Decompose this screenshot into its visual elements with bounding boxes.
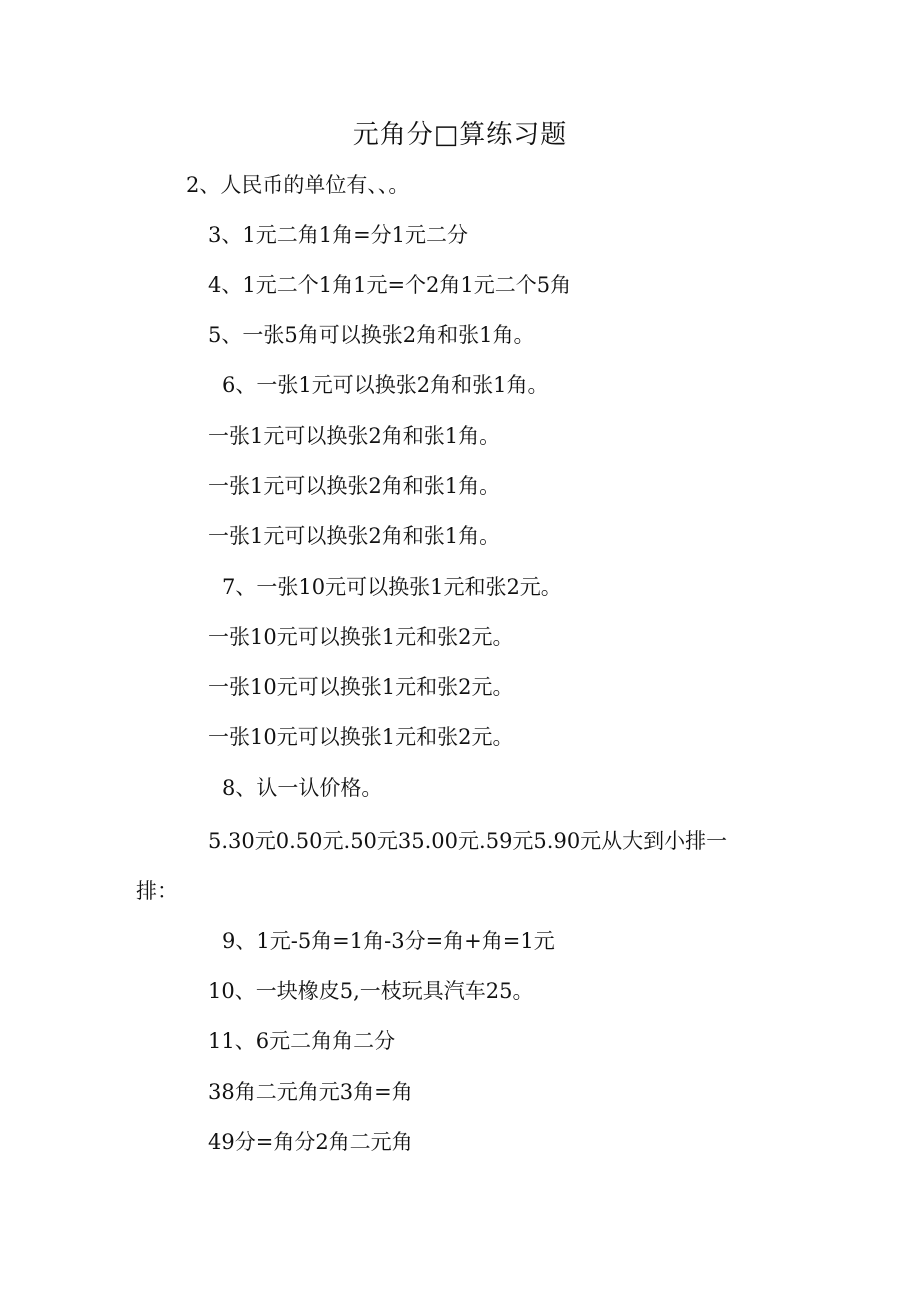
question-line: 11、6元二角角二分 <box>208 1029 396 1053</box>
question-line: 一张10元可以换张1元和张2元。 <box>208 725 514 749</box>
question-line: 一张10元可以换张1元和张2元。 <box>208 675 514 699</box>
question-line: 一张1元可以换张2角和张1角。 <box>208 474 501 498</box>
question-line: 一张1元可以换张2角和张1角。 <box>208 524 501 548</box>
question-line: 排： <box>136 879 178 903</box>
question-line: 5、一张5角可以换张2角和张1角。 <box>208 323 535 347</box>
question-line: 4、1元二个1角1元=个2角1元二个5角 <box>208 273 572 297</box>
question-line: 49分=角分2角二元角 <box>208 1130 413 1154</box>
question-line: 2、人民币的单位有、、。 <box>186 173 410 197</box>
question-line: 8、认一认价格。 <box>222 776 383 800</box>
question-line: 5.30元0.50元.50元35.00元.59元5.90元从大到小排一 <box>208 829 728 853</box>
question-line: 6、一张1元可以换张2角和张1角。 <box>222 373 549 397</box>
question-line: 一张1元可以换张2角和张1角。 <box>208 424 501 448</box>
question-line: 9、1元-5角=1角-3分=角+角=1元 <box>222 929 555 953</box>
question-line: 3、1元二角1角=分1元二分 <box>208 223 469 247</box>
question-line: 38角二元角元3角=角 <box>208 1080 413 1104</box>
question-line: 7、一张10元可以换张1元和张2元。 <box>222 575 562 599</box>
question-line: 10、一块橡皮5,一枝玩具汽车25。 <box>208 979 534 1003</box>
page-title: 元角分□算练习题 <box>352 120 568 150</box>
question-line: 一张10元可以换张1元和张2元。 <box>208 625 514 649</box>
